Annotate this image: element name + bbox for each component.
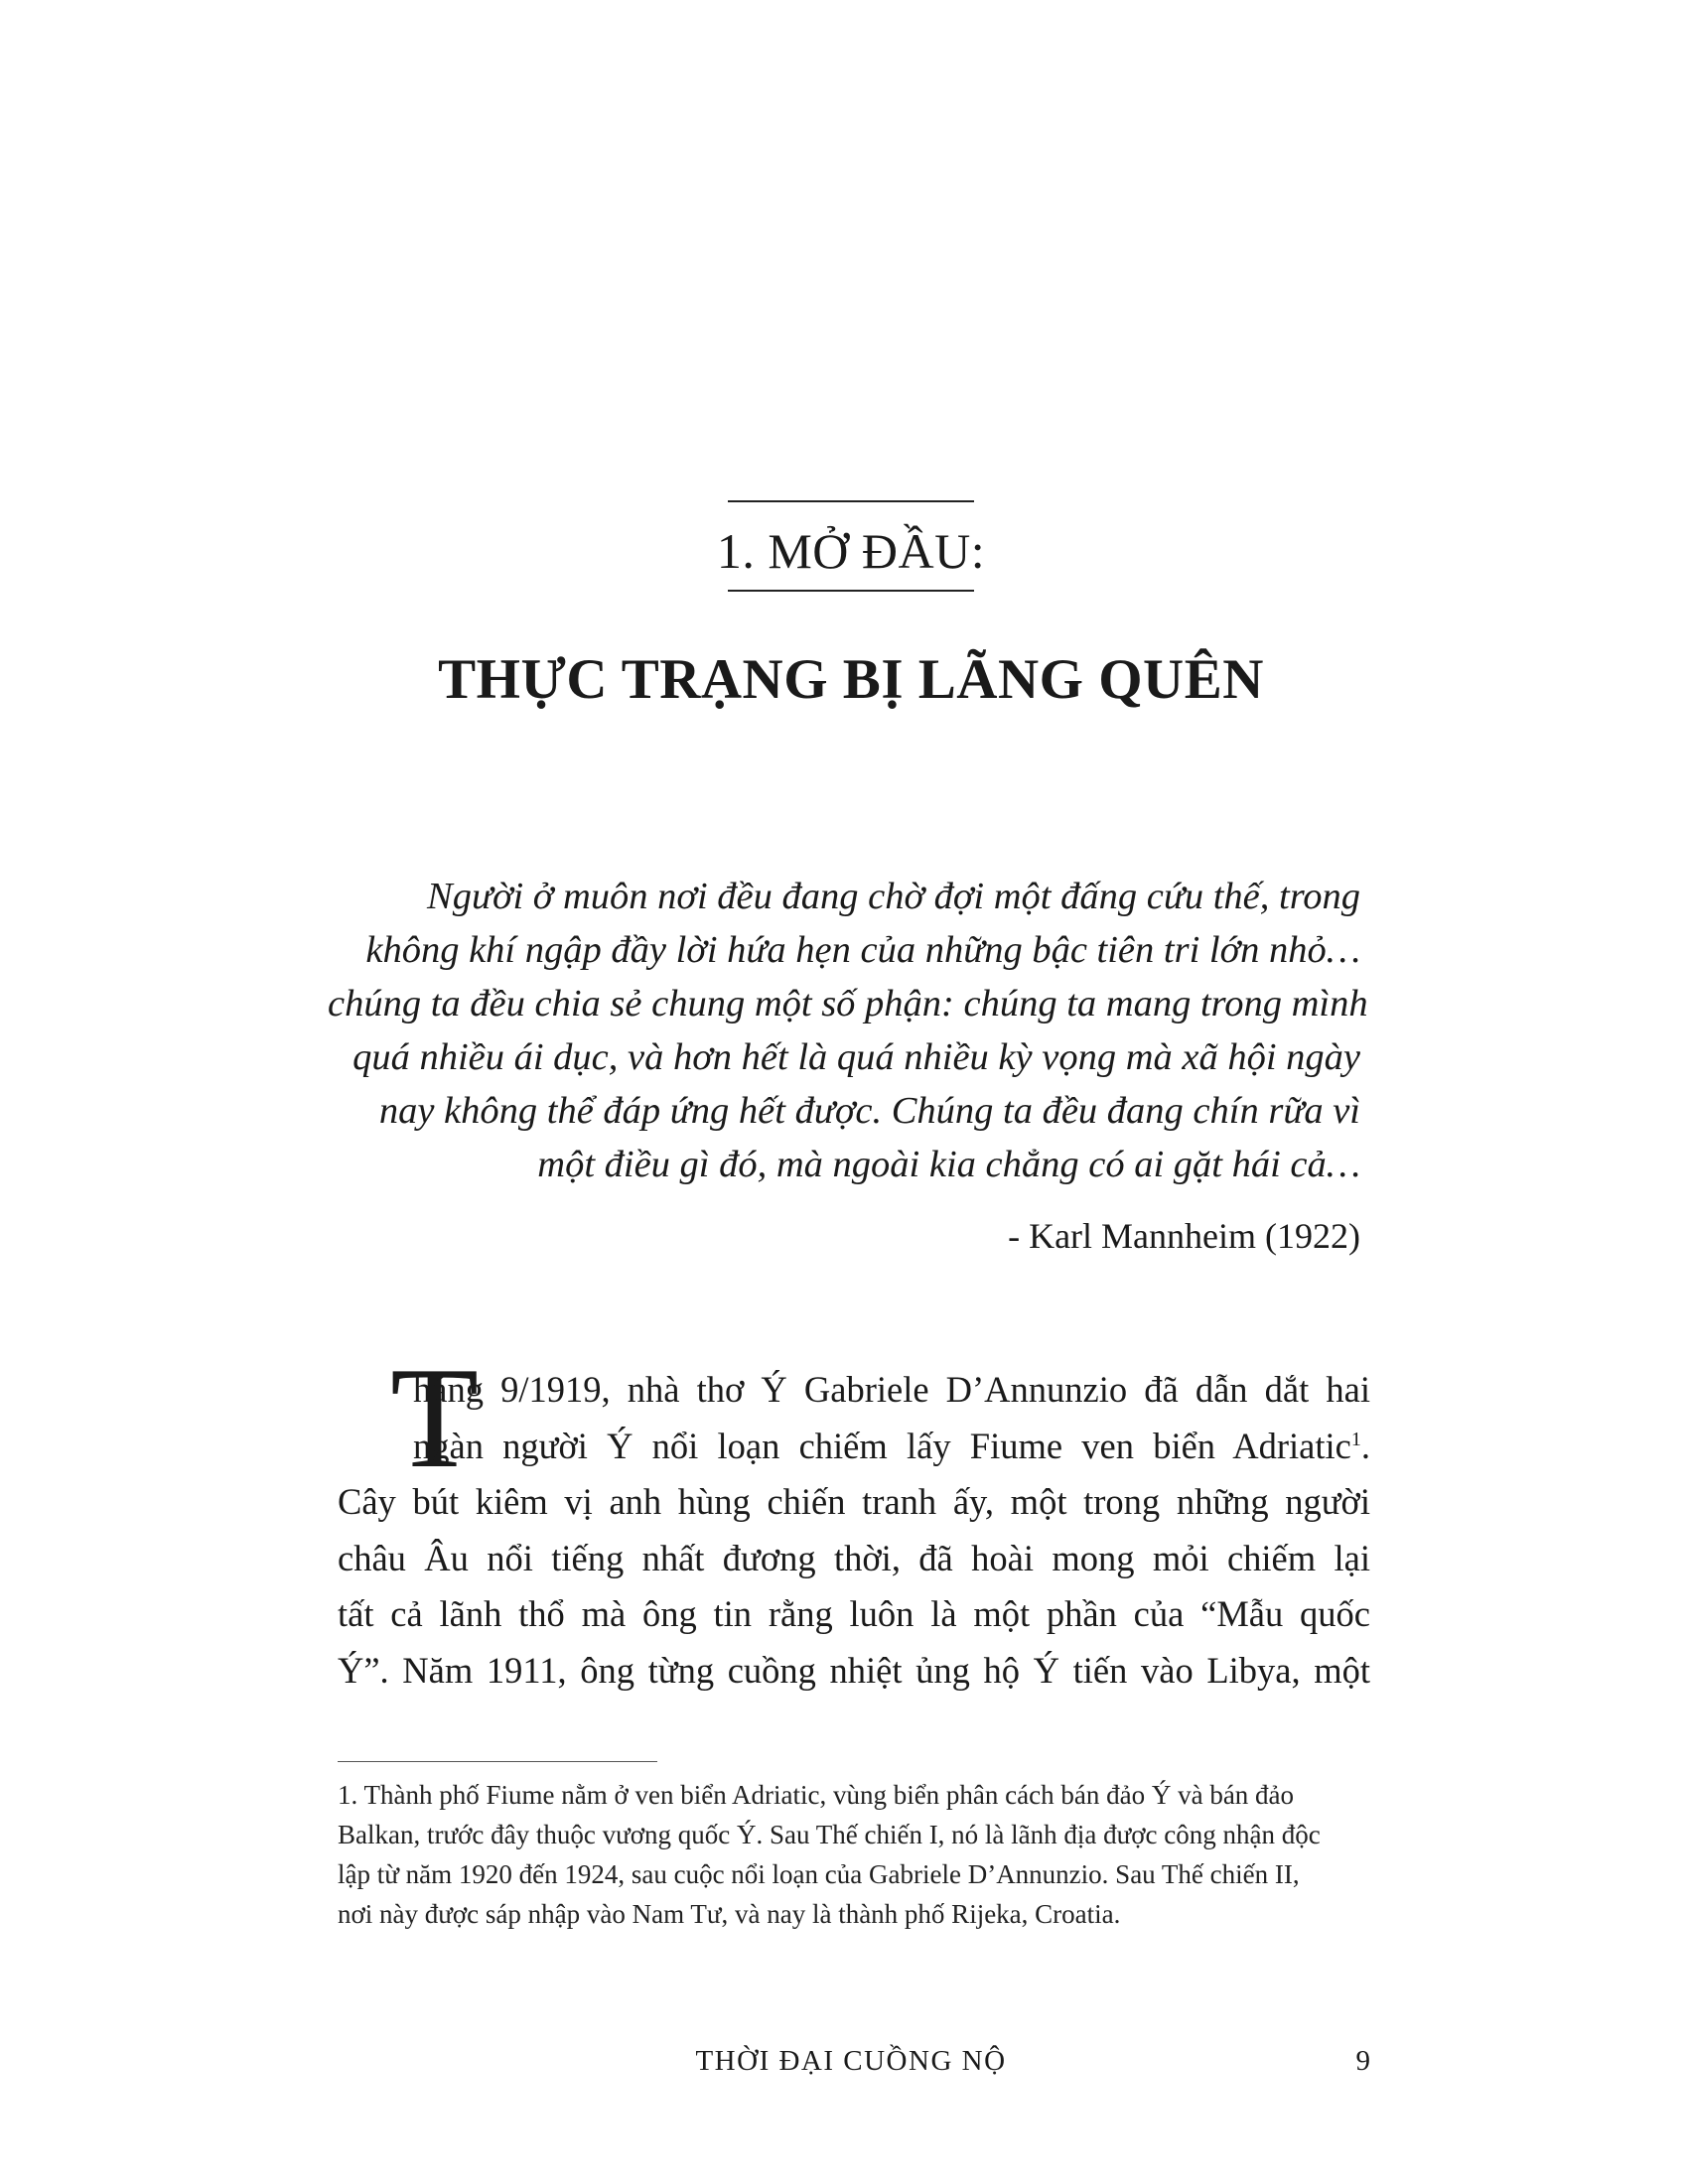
body-line: Cây bút kiêm vị anh hùng chiến tranh ấy, một trong những người [338, 1481, 1370, 1522]
page-number: 9 [1355, 2045, 1370, 2077]
body-line: châu Âu nổi tiếng nhất đương thời, đã hoài mong mỏi chiếm lại [338, 1537, 1370, 1578]
epigraph-attribution: - Karl Mannheim (1922) [1008, 1216, 1360, 1256]
footnote [338, 1775, 1370, 1934]
body-line-text: ngàn người Ý nổi loạn chiếm lấy Fiume ven biển Adriatic [413, 1425, 1351, 1466]
drop-cap: T [390, 1337, 480, 1498]
chapter-rule-bottom [728, 590, 974, 592]
body-line: háng 9/1919, nhà thơ Ý Gabriele D’Annunzio đã dẫn dắt hai [413, 1369, 1370, 1410]
epigraph-line: không khí ngập đầy lời hứa hẹn của những bậc tiên tri lớn nhỏ… [365, 929, 1360, 971]
footnote-line: nơi này được sáp nhập vào Nam Tư, và nay là thành phố Rijeka, Croatia. [338, 1899, 1121, 1929]
footnote-reference[interactable]: 1 [1350, 1428, 1361, 1450]
footnote-line: lập từ năm 1920 đến 1924, sau cuộc nổi loạn của Gabriele D’Annunzio. Sau Thế chiến II, [338, 1859, 1300, 1889]
body-paragraph [338, 1337, 1370, 1699]
body-line: Ý”. Năm 1911, ông từng cuồng nhiệt ủng hộ Ý tiến vào Libya, một [338, 1649, 1370, 1691]
chapter-rule-top [728, 500, 974, 502]
epigraph [328, 870, 1368, 1191]
epigraph-line: nay không thể đáp ứng hết được. Chúng ta đều đang chín rữa vì [378, 1090, 1360, 1132]
footnote-line: 1. Thành phố Fiume nằm ở ven biển Adriatic, vùng biển phân cách bán đảo Ý và bán đảo [338, 1780, 1295, 1810]
epigraph-line: Người ở muôn nơi đều đang chờ đợi một đấng cứu thế, trong [427, 876, 1360, 917]
chapter-number: 1. MỞ ĐẦU: [716, 523, 986, 579]
body-line: tất cả lãnh thổ mà ông tin rằng luôn là một phần của “Mẫu quốc [338, 1593, 1370, 1634]
footnote-line: Balkan, trước đây thuộc vương quốc Ý. Sau Thế chiến I, nó là lãnh địa được công nhận độc [338, 1820, 1321, 1849]
body-line-end: . [1360, 1425, 1370, 1466]
chapter-title: THỰC TRẠNG BỊ LÃNG QUÊN [438, 648, 1264, 711]
footnote-separator [338, 1761, 657, 1762]
epigraph-line: một điều gì đó, mà ngoài kia chẳng có ai gặt hái cả… [537, 1144, 1360, 1185]
body-line [413, 1419, 1370, 1475]
epigraph-line: chúng ta đều chia sẻ chung một số phận: chúng ta mang trong mình [328, 983, 1368, 1024]
running-footer-title: THỜI ĐẠI CUỒNG NỘ [695, 2045, 1007, 2077]
epigraph-line: quá nhiều ái dục, và hơn hết là quá nhiều kỳ vọng mà xã hội ngày [352, 1036, 1360, 1078]
